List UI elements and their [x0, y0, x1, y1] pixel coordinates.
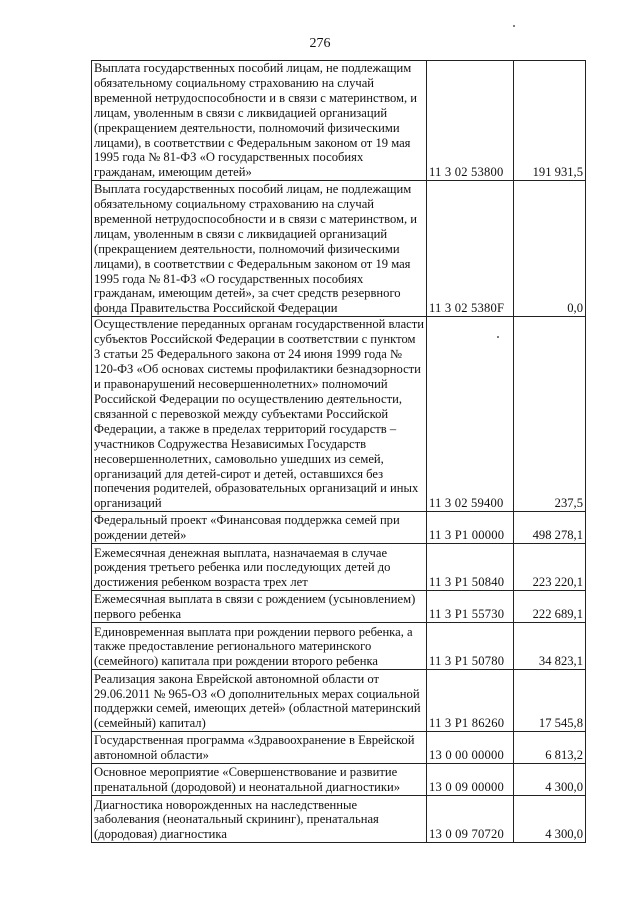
row-code: 11 3 P1 55730: [427, 591, 514, 623]
table-row: [92, 512, 586, 544]
table-row: [92, 764, 586, 796]
row-code: 11 3 P1 86260: [427, 670, 514, 732]
row-code: 11 3 P1 50780: [427, 623, 514, 670]
row-description: Реализация закона Еврейской автономной области от 29.06.2011 № 965-ОЗ «О дополнительных мерах социальной поддержки семей, имеющих детей» (областной материнский (семейный) капитал): [92, 670, 427, 732]
table-row: [92, 591, 586, 623]
row-code: 11 3 02 59400: [427, 317, 514, 512]
row-amount: 4 300,0: [514, 796, 586, 843]
row-amount: 223 220,1: [514, 544, 586, 591]
table-row: [92, 317, 586, 512]
row-description: Единовременная выплата при рождении первого ребенка, а также предоставление регионального материнского (семейного) капитала при рождении второго ребенка: [92, 623, 427, 670]
table-row: [92, 670, 586, 732]
row-code: 11 3 P1 00000: [427, 512, 514, 544]
budget-table: [91, 60, 586, 843]
row-description: Выплата государственных пособий лицам, не подлежащим обязательному социальному страхованию на случай временной нетрудоспособности и в связи с материнством, и лицам, уволенным в связи с ликвидацией организаций (прекращением деятельности, полномочий физическими лицами), в соответствии с Федеральным законом от 19 мая 1995 года № 81-ФЗ «О государственных пособиях гражданам, имеющим детей»: [92, 61, 427, 181]
table-row: [92, 732, 586, 764]
row-description: Государственная программа «Здравоохранение в Еврейской автономной области»: [92, 732, 427, 764]
table-row: [92, 544, 586, 591]
row-amount: 17 545,8: [514, 670, 586, 732]
row-amount: 237,5: [514, 317, 586, 512]
row-description: Выплата государственных пособий лицам, не подлежащим обязательному социальному страхованию на случай временной нетрудоспособности и в связи с материнством, и лицам, уволенным в связи с ликвидацией организаций (прекращением деятельности, полномочий физическими лицами), в соответствии с Федеральным законом от 19 мая 1995 года № 81-ФЗ «О государственных пособиях гражданам, имеющим детей», за счет средств резервного фонда Правительства Российской Федерации: [92, 181, 427, 317]
table-row: [92, 623, 586, 670]
table-row: [92, 61, 586, 181]
row-description: Диагностика новорожденных на наследственные заболевания (неонатальный скрининг), пренатальная (дородовая) диагностика: [92, 796, 427, 843]
table-row: [92, 181, 586, 317]
scan-speck: [513, 25, 515, 27]
row-amount: 4 300,0: [514, 764, 586, 796]
row-code: 13 0 09 00000: [427, 764, 514, 796]
row-description: Ежемесячная денежная выплата, назначаемая в случае рождения третьего ребенка или последующих детей до достижения ребенком возраста трех лет: [92, 544, 427, 591]
row-code: 11 3 P1 50840: [427, 544, 514, 591]
row-amount: 498 278,1: [514, 512, 586, 544]
row-code: 11 3 02 53800: [427, 61, 514, 181]
row-description: Основное мероприятие «Совершенствование и развитие пренатальной (дородовой) и неонатальной диагностики»: [92, 764, 427, 796]
table-row: [92, 796, 586, 843]
row-description: Ежемесячная выплата в связи с рождением (усыновлением) первого ребенка: [92, 591, 427, 623]
row-amount: 0,0: [514, 181, 586, 317]
row-amount: 191 931,5: [514, 61, 586, 181]
row-description: Федеральный проект «Финансовая поддержка семей при рождении детей»: [92, 512, 427, 544]
row-code: 13 0 00 00000: [427, 732, 514, 764]
row-description: Осуществление переданных органам государственной власти субъектов Российской Федерации в соответствии с пунктом 3 статьи 25 Федерального закона от 24 июня 1999 года № 120-ФЗ «Об основах системы профилактики безнадзорности и правонарушений несовершеннолетних» полномочий Российской Федерации по осуществлению деятельности, связанной с перевозкой между субъектами Российской Федерации, а также в пределах территорий государств – участников Содружества Независимых Государств несовершеннолетних, самовольно ушедших из семей, организаций для детей-сирот и детей, оставшихся без попечения родителей, образовательных организаций и иных организаций: [92, 317, 427, 512]
row-code: 11 3 02 5380F: [427, 181, 514, 317]
page-number: 276: [309, 36, 331, 51]
row-code: 13 0 09 70720: [427, 796, 514, 843]
row-amount: 34 823,1: [514, 623, 586, 670]
scan-speck: [497, 336, 499, 338]
row-amount: 222 689,1: [514, 591, 586, 623]
row-amount: 6 813,2: [514, 732, 586, 764]
